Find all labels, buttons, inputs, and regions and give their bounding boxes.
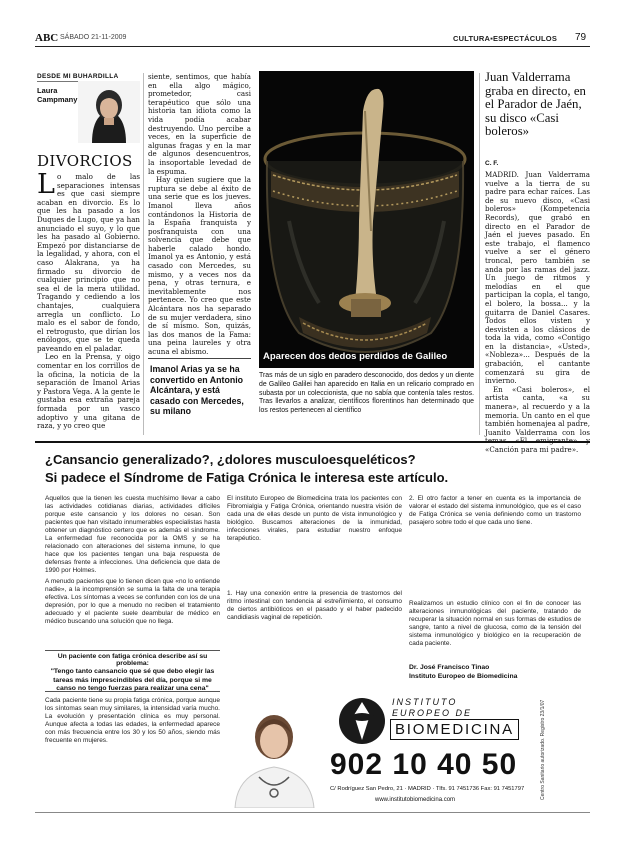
ad-headline-2: Si padece el Síndrome de Fatiga Crónica le interesa este artículo. bbox=[45, 470, 449, 485]
photo-caption-title: Aparecen dos dedos perdidos de Galileo bbox=[263, 351, 448, 362]
section-label: CULTURA▪ESPECTÁCULOS bbox=[453, 34, 558, 43]
ad-column-1-cont: Cada paciente tiene su propia fatiga crónica, porque aunque los síntomas sean muy similares, la intensidad varía mucho. La evolución y presentación clínica es muy personal. Aunque afecta a todas las edades, la enfermedad aparece con más frecuencia entre los 30 y los 50 años, siendo más frecuente en mujeres. bbox=[45, 697, 220, 744]
column-text-2: siente, sentimos, que había en ella algo mágico, prometedor, casi terapéutico que sólo una historia tan idiota como la vida podía acabar destruyendo. Uno percibe a veces, en la superficie de algunas fragas y en la mar de algunos desencuentros, la insoportable levedad de la espuma. Hay quien sugiere que la ruptura se debe al éxito de una serie que es los jueves. Imanol lleva años contándonos la Historia de la España franquista y posfranquista con una solvencia que debe que haberle calado hondo. Imanol ya es Antonio, y está casado con Mercedes, su mismo, y a veces nos da pena, y otras ternura, e inevitablemente nos pertenece. Yo creo que este Alcántara nos ha separado de su mujer verdadera, sino de sí mismo. Son, quizás, las dos manos de la Fama: una peina laureles y otra acuna el abismo. bbox=[148, 72, 251, 356]
doctor-photo bbox=[227, 693, 322, 808]
ad-column-1: Aquellos que la tienen les cuesta muchísimo llevar a cabo las actividades cotidianas diarias, actividades difíciles porque este cansancio y los dolores no cesan. Son pacientes que han visitado innumerables especialistas hasta obtener un diagnóstico certero que es además el síndrome. La enfermedad fue reconocida por la OMS y se ha relacionado con alteraciones del sistema inmune, lo que hace que los pacientes tengan una baja respuesta de defensas frente a infecciones. Una deficiencia que data de 1990 por Holmes. A menudo pacientes que lo tienen dicen que «no lo entiende nadie», a la incomprensión se suma la falta de una terapia efectiva. Los síntomas a veces se confunden con los de una depresión, por lo que a menudo no reciben el tratamiento adecuado y el paciente suele deambular de médico en médico buscando una solución que no llega. bbox=[45, 495, 220, 625]
ad-quote-box bbox=[45, 650, 220, 692]
ad-column-2: El instituto Europeo de Biomedicina trata los pacientes con Fibromialgia y Fatiga Crónica, orientando nuestra visión de cada una de ellas desde un punto de vista inmunológico y biológico. Buscamos alteraciones de la inmunidad, infecciones virales, para estudiar nuestro enfoque terapéutico. bbox=[227, 495, 402, 542]
ad-website: www.institutobiomedicina.com bbox=[375, 797, 456, 803]
drop-cap: L bbox=[37, 169, 55, 200]
author-name: Laura Campmany bbox=[37, 86, 78, 104]
logo-emblem-icon bbox=[336, 695, 388, 747]
article-byline: C. F. bbox=[485, 160, 499, 167]
ad-phone-number: 902 10 40 50 bbox=[330, 748, 518, 781]
header-rule bbox=[35, 46, 590, 47]
ad-quote-intro: Un paciente con fatiga crónica describe así su problema: bbox=[57, 653, 208, 667]
photo-caption-text: Tras más de un siglo en paradero desconocido, dos dedos y un diente de Galileo Galilei han aparecido en Italia en un relicario comprado en subasta por un coleccionista, que no sabía que contenía tales restos. Tras llevarlos a analizar, científicos florentinos han determinado que los restos pertenecen al científico bbox=[259, 372, 474, 415]
ad-side-note: Centro Sanitario autorizado. Registro 23/1/07 bbox=[540, 699, 546, 800]
column-kicker: DESDE MI BUHARDILLA bbox=[37, 73, 119, 80]
logo-text-top: INSTITUTO bbox=[392, 697, 458, 707]
logo-text-mid: EUROPEO DE bbox=[392, 708, 473, 718]
column-text-1: Lo malo de las separaciones intensas es que casi siempre acaban en divorcio. Es lo que les ha pasado a los Duques de Lugo, que ya han anunciado el suyo, y lo que les ha pasado al Gobierno. Empezó por distanciarse de la legalidad, y ahora, con el caso Alakrana, ya ha firmado su divorcio de cualquier principio que no sea el de la mera utilidad. Tragando y cediendo a los chantajes, cualquiera arregla un conflicto. Lo malo es el sabor de fondo, el retrogusto, que dirían los enólogos, que se te queda paveando en el paladar. Leo en la Prensa, y oigo comentar en los corrillos de la oficina, la noticia de la separación de Imanol Arias y Pastora Vega. A la gente le gustaba esa extraña pareja formada por un vasco adoptivo y una gitana de raza, y yo creo que bbox=[37, 169, 140, 431]
article-headline: Juan Valderrama graba en directo, en el Parador de Jaén, su disco «Casi boleros» bbox=[485, 70, 586, 139]
header-date: SÁBADO 21-11-2009 bbox=[60, 34, 127, 41]
ad-quote: "Tengo tanto cansancio que sé que debo elegir las tareas más imprescindibles del día, porque si me canso no tengo fuerzas para realizar una cena" bbox=[50, 668, 215, 692]
page-number: 79 bbox=[575, 32, 587, 43]
galileo-photo bbox=[259, 71, 474, 368]
ad-column-2b: 1. Hay una conexión entre la presencia de trastornos del ritmo intestinal con tendencia al estreñimiento, el consumo de ciertos antibióticos en el pasado y el haber padecido candidiasis vaginal de repetición. bbox=[227, 590, 402, 621]
ad-headline-1: ¿Cansancio generalizado?, ¿dolores musculoesqueléticos? bbox=[45, 452, 416, 467]
ad-signature: Dr. José Francisco Tinao Instituto Europeo de Biomedicina bbox=[409, 664, 518, 680]
ad-address: C/ Rodríguez San Pedro, 21 · MADRID · Tlfs. 91 7451736 Fax: 91 7451797 bbox=[330, 786, 525, 792]
brand-logo: ABC bbox=[35, 32, 59, 44]
article-body: MADRID. Juan Valderrama vuelve a la tierra de su padre para echar raíces. Las de su nuevo disco, «Casi boleros» (Kompetencia Records), que grabó en directo en el Parador de Jaén el jueves pasado. En este trabajo, el flamenco vuelve a ser el género troncal, pero también se anda por las ramas del jazz. Un juego de ritmos y melodías en el que participan la copla, el tango, el bolero, la bossa... y la guitarra de Daniel Casares. Todos ellos visten y desvisten a los clásicos de toda la vida, como «Contigo en la distancia», «Usted», «Nobleza»... Después de la grabación, el cantante comenzará su gira de invierno. En «Casi boleros», el artista canta, «a su manera», al recuerdo y a la memoria. Un canto en el que también homenajea al padre, Juanito Valderrama con los «Canción para mi padre». bbox=[485, 170, 590, 454]
page-header bbox=[35, 31, 590, 45]
author-photo bbox=[78, 81, 140, 143]
biomedicina-logo bbox=[330, 693, 535, 749]
logo-text-main: BIOMEDICINA bbox=[390, 719, 519, 740]
ad-column-3: 2. El otro factor a tener en cuenta es la importancia de valorar el estado del sistema inmunológico, que es el caso de Fatiga Crónica se venía definiendo como un trastorno pasajero sobre todo el que cada uno tiene. bbox=[409, 495, 581, 526]
column-title: DIVORCIOS bbox=[37, 152, 133, 170]
ad-column-3b: Realizamos un estudio clínico con el fin de conocer las alteraciones inmunológicas del paciente, tratando de recuperar la situación normal en sus formas de estudios de sangre, tanto a nivel de glucosa, como de la tensión del sistema inmunológico y biológico en la recuperación de cada paciente. bbox=[409, 600, 581, 647]
pull-quote: Imanol Arias ya se ha convertido en Antonio Alcántara, y está casado con Mercedes, su milano bbox=[150, 364, 244, 417]
